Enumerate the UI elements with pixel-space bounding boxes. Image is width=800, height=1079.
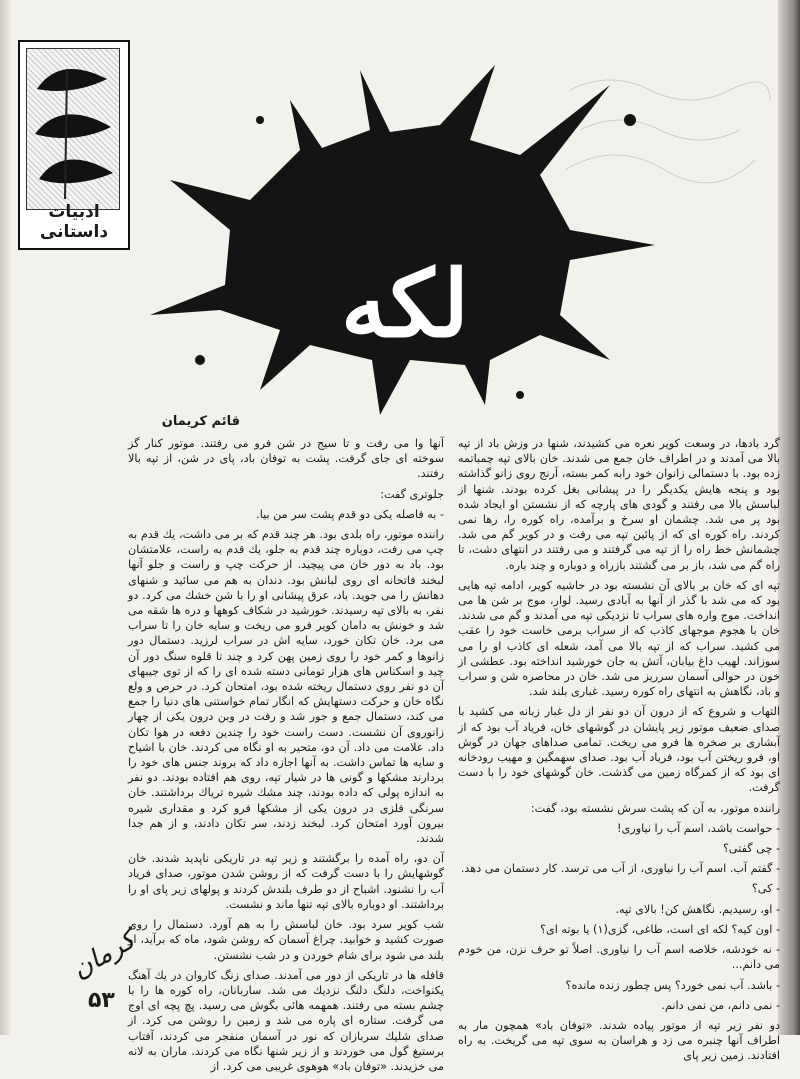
section-label: ادبیات داستانی	[39, 202, 109, 242]
text-column-left	[128, 436, 444, 1079]
dialogue-line: - نمی دانم، من نمی دانم.	[661, 998, 780, 1012]
paragraph: جلوتری گفت:	[380, 487, 444, 501]
paragraph: تپه ای که خان بر بالای آن نشسته بود در حاشیه کویر، ادامه تپه هایی بود که می شد با گذر از آنها به آبادی رسید. لوار، موج بر شن ها می انداخت. موج واره های سراب تا نزدیکی تپه می آمدند و گم می شدند. خان با هجوم موجهای کاذب که از سراب برمی خاست خود را عقب می کشید. سراب که از تپه بالا می آمد، شعله ای کاذب او را می سوزاند. لهیب داغ بیابان، آتش به جان خورشید انداخته بود. عطشی از خون در حوالی آسمان سرریز می شد. خان در محاصره شن و سراب و باد، نگاهش به انتهای راه کوره رسید. غباری بلند شد.	[458, 578, 780, 699]
ink-splash-illustration	[140, 60, 660, 420]
dialogue-line: - گفتم آب. اسم آب را نیاوری، از آب می ترسد. کار دستمان می دهد.	[460, 862, 780, 876]
paragraph: راننده موتور، به آن که پشت سرش نشسته بود، گفت:	[530, 801, 780, 815]
paragraph: گرد بادها، در وسعت کویر نعره می کشیدند، شنها در وزش باد از تپه بالا می آمدند و در اطراف خان جمع می شدند. خان بالای تپه چمباتمه زده بود. با دستمالی زانوان خود رابه کمر بسته، آرنج روی زانو گذاشته بود و پنجه هایش یکدیگر را در پیشانی بغل کرده بودند. شنها از لباسش بالا می رفتند و گودی های پارچه که از نشستن او ایجاد شده بود پر می شد. چشمان او سرخ و برآمده، راه کوره را، رها نمی کردند. راه کوره ای که از پائین تپه می رفت و در کویر گم می شد. چشمانش خط راه را از تپه می گرفتند و می رفتند در انتهای دشت، تا راه گم می شد، باز بر می گشتند بازراه و دوباره و چند باره.	[458, 437, 780, 572]
dialogue-line: - کی؟	[751, 882, 780, 896]
paragraph: آنها وا می رفت و تا سیج در شن فرو می رفتند. موتور کنار گز سوخته ای جای گرفت. پشت به توفان باد، پای در شن، از تپه بالا رفتند.	[128, 437, 444, 481]
page-gutter	[0, 0, 12, 1035]
dialogue-line: - به فاصله یکی دو قدم پشت سر من بیا.	[256, 507, 444, 521]
section-header-box	[18, 40, 130, 250]
dialogue-line: - حواست باشد، اسم آب را نیاوری!	[617, 821, 780, 835]
paragraph: راننده موتور، راه بلدی بود. هر چند قدم که بر می داشت، یك قدم به چپ می رفت، دوباره چند قدم به جلو، یك قدم به راست، علامتشان بود. باد به دور خان می پیچید. از حرکت چپ و راست و جلو آنها لبخند فاتحانه ای روی لبانش بود. دندان به هم می سائید و شنهای دهانش را می جوید. باد، عرق پیشانی او را با شن خشك می کرد. دو نفر، به بالای تپه رسیدند. خورشید در شکاف کوهها و دره ها شقه می شد و خونش به دامان کویر فرو می ریخت و سایه خان را تا سراب می برد. خان تکان خورد، سایه اش در سراب لرزید. دستمال دور زانوها و کمر خود را روی زمین پهن کرد و چند تا قلوه سنگ دور آن چید و اسکناس های هزار تومانی دسته شده ای را که از توی جیبهای آن دو نفر روی دستمال ریخته شده بود، امتحان کرد. در حرص و ولع نگاه خان و حرکت دستهایش که انگار تمام خواستنی های دنیا را جمع می کند، دستمال جمع و جور شد و رفت در وبن درون یکی از چهار زانوروی آن نشست. دست راست خود را چندین دفعه در هوا تکان داد. علامت می داد. آن دو، متحیر به او نگاه می کردند. خان با اشیاح و سایه ها تماس داشت. به آنها اجازه داد که بروند جنس های خود را بردارند مشکها و گونی ها در شیار تپه، روی هم افتاده بودند. دو نفر به اندازه پولی که داده بودند، چند مشك شیره تریاك برداشتند. خان سرنگی فلزی در درون یکی از مشکها فرو کرد و مقداری شیره بیرون آورد امتحان کرد. لبخند زدند، سر تکان دادند، و از هم جدا شدند.	[128, 528, 444, 846]
dialogue-line: - اون کیه؟ لکه ای است، طاغی، گزی(۱) یا بوته ای؟	[540, 922, 780, 936]
paragraph: آن دو، راه آمده را برگشتند و زیر تپه در تاریکی ناپدید شدند. خان گوشهایش را با دست گرفت که از روشن شدن موتور، صدای فریاد آب را نشنود. اشباح از دو طرف بلندش کردند و پولهای زیر پای او را برداشتند. او دوباره بالای تپه تنها ماند و نشست.	[128, 852, 444, 911]
paragraph: قافله ها در تاریکی از دور می آمدند. صدای زنگ کاروان در یك آهنگ یکنواخت، دلنگ دلنگ نزدیك می شد. ساربانان، راه کوره ها را با چشم بسته می رفتند. همهمه هائی بگوش می رسید. پچ پچه ای اوج می گرفت. ستاره ای پاره می شد و زمین را روشن می کرد. از صدای شلیك سربازان که نور در آسمان منفجر می کردند، آفتاب برستیغ گول می خوردند و از زیر شنها نگاه می کردند. ماران به لانه می خزیدند. «توفان باد» هوهوی غریبی می کرد. از	[128, 968, 444, 1073]
text-column-right	[458, 436, 780, 1069]
dialogue-line: - او، رسیدیم. نگاهش کن! بالای تپه.	[615, 902, 780, 916]
leaf-illustration	[26, 48, 120, 210]
dialogue-line: - چی گفتی؟	[722, 842, 780, 856]
dialogue-line: - نه خودشه، خلاصه اسم آب را نیاوری. اصلاً تو حرف نزن، من خودم می دانم...	[458, 943, 780, 972]
book-spine	[778, 0, 800, 1035]
page-number: ۵۳	[88, 988, 115, 1013]
article-title: لکه	[340, 250, 470, 358]
paragraph: التهاب و شروع که از درون آن دو نفر از دل غبار زبانه می کشید با صدای ضعیف موتور زیر پایشان در گوشهای خان، فریاد آب بود که از آبشاری بر صخره ها فرو می ریخت. تمامی صداهای جهان در گوش او، فرو ریختن آب بود، فریاد آب بود. صدای سهمگین و مهیب رودخانه ای بود که از کمرگاه زمین می گذشت. خان گوشهای خود را با دست گرفت.	[458, 705, 780, 795]
leaf-icon	[27, 49, 119, 209]
dialogue-line: - باشد. آب نمی خورد؟ پس چطور زنده مانده؟	[565, 978, 780, 992]
handwritten-signature: کرمان	[67, 925, 141, 985]
author-name: قائم کریمان	[161, 414, 240, 429]
paragraph: دو نفر زیر تپه از موتور پیاده شدند. «توفان باد» همچون مار به اطراف آنها چنبره می زد و هراسان به سوی تپه می گریخت. به راه افتادند. زمین زیر پای	[458, 1018, 780, 1063]
paragraph: شب کویر سرد بود. خان لباسش را به هم آورد. دستمال را روی صورت کشید و خوابید. چراغ آسمان که روشن شود، ماه که برآید، او بلند می شود برای شام خوردن و در شب نشستن.	[128, 918, 444, 962]
